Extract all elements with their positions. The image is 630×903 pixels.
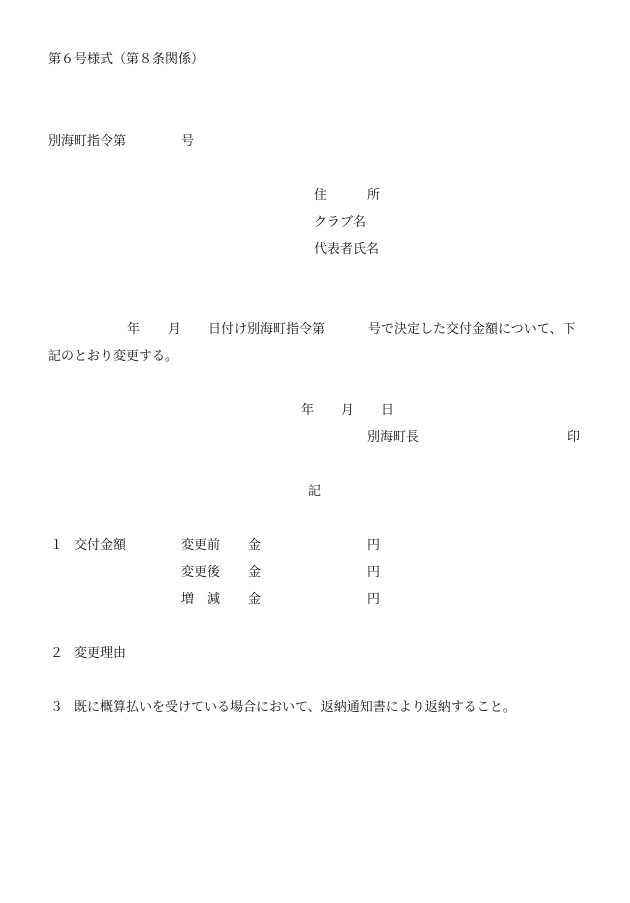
- body-year: 年: [127, 322, 141, 337]
- row-after-yen: 円: [367, 565, 381, 580]
- row-after-label: 変更後: [181, 565, 221, 580]
- row-diff-label-b: 減: [207, 592, 221, 607]
- issue-day: 日: [381, 403, 395, 418]
- item-1-label: 交付金額: [74, 538, 127, 553]
- row-before-label: 変更前: [181, 538, 221, 553]
- body-decision-text: 号で決定した交付金額について、下: [368, 322, 576, 337]
- doc-number-prefix: 別海町指令第: [48, 134, 127, 149]
- address-label-2: 所: [367, 188, 381, 203]
- row-diff-kin: 金: [248, 592, 262, 607]
- form-title: 第６号様式（第８条関係）: [48, 52, 205, 67]
- row-after-kin: 金: [248, 565, 262, 580]
- row-before-kin: 金: [248, 538, 262, 553]
- address-label-1: 住: [314, 188, 328, 203]
- row-diff-label-a: 増: [181, 592, 195, 607]
- ki-heading: 記: [308, 484, 322, 499]
- item-3-number: ３: [50, 700, 64, 715]
- issue-month: 月: [341, 403, 355, 418]
- item-3-label: 既に概算払いを受けている場合において、返納通知書により返納すること。: [74, 700, 516, 715]
- row-before-yen: 円: [367, 538, 381, 553]
- seal-mark: 印: [567, 430, 581, 445]
- issuer-title: 別海町長: [367, 430, 420, 445]
- club-name-label: クラブ名: [314, 215, 367, 230]
- issue-year: 年: [301, 403, 315, 418]
- item-2-label: 変更理由: [74, 646, 127, 661]
- row-diff-yen: 円: [367, 592, 381, 607]
- doc-number-suffix: 号: [181, 134, 195, 149]
- body-month: 月: [168, 322, 182, 337]
- body-date-command: 日付け別海町指令第: [208, 322, 326, 337]
- body-line-2: 記のとおり変更する。: [48, 349, 179, 364]
- item-1-number: １: [50, 538, 64, 553]
- representative-name-label: 代表者氏名: [314, 242, 380, 257]
- item-2-number: ２: [50, 646, 64, 661]
